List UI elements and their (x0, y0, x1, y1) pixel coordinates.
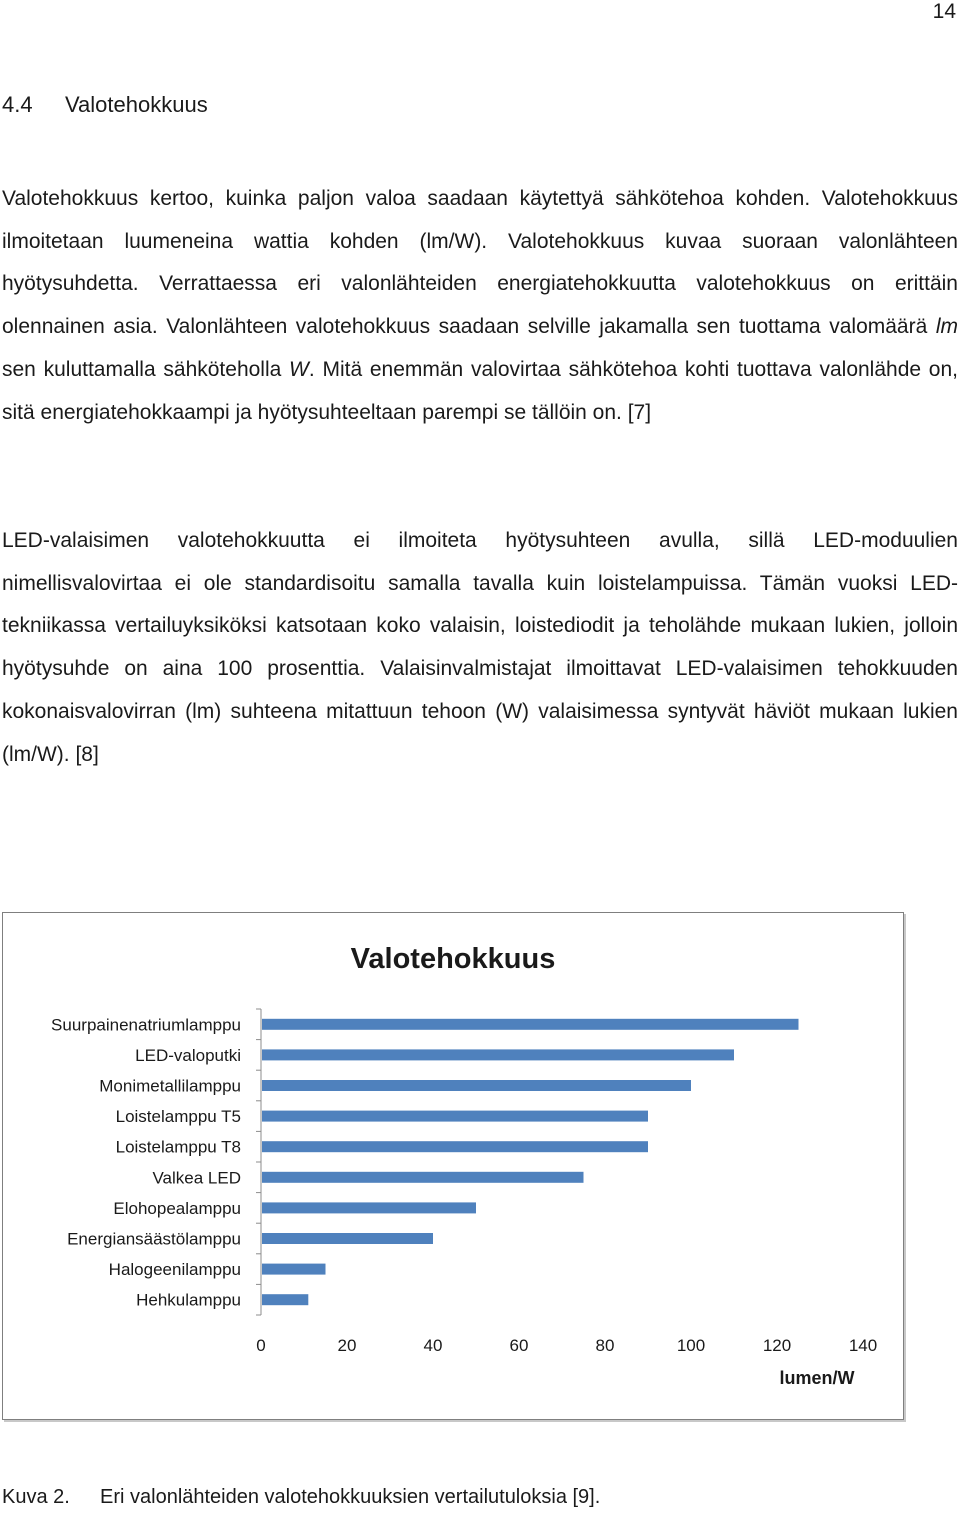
category-label: Hehkulamppu (136, 1290, 241, 1310)
category-label: Valkea LED (152, 1168, 241, 1188)
category-label: Suurpainenatriumlamppu (51, 1015, 241, 1035)
x-tick-label: 20 (337, 1336, 357, 1355)
bar (262, 1049, 734, 1060)
bar-chart (3, 913, 903, 1419)
section-number: 4.4 (2, 92, 33, 117)
section-heading (2, 92, 208, 118)
figure-caption (2, 1486, 600, 1509)
paragraph-text: . Mitä enemmän valovirtaa sähkötehoa kohti tuottava valonlähde on, sitä energiatehokkaampi ja hyötysuhteeltaan parempi se tällöin on. [7] (2, 357, 958, 424)
caption-text: Eri valonlähteiden valotehokkuuksien vertailutuloksia [9]. (100, 1486, 601, 1508)
x-tick-label: 100 (676, 1336, 706, 1355)
bar (262, 1233, 433, 1244)
bar (262, 1080, 691, 1091)
section-title: Valotehokkuus (65, 92, 208, 117)
paragraph-text: LED-valaisimen valotehokkuutta ei ilmoiteta hyötysuhteen avulla, sillä LED-moduulien nimellisvalovirtaa ei ole standardisoitu samalla tavalla kuin loistelampuissa. Tämän vuoksi LED-tekniikassa vertailuyksiköksi katsotaan koko valaisin, loistediodit ja teholähde mukaan lukien, jolloin hyötysuhde on aina 100 prosenttia. Valaisinvalmistajat ilmoittavat LED-valaisimen tehokkuuden kokonaisvalovirran (lm) suhteena mitattuun tehoon (W) valaisimessa syntyvät häviöt mukaan lukien (lm/W). [8] (2, 529, 958, 766)
x-axis-label: lumen/W (779, 1368, 855, 1388)
x-tick-label: 80 (595, 1336, 615, 1355)
bar (262, 1294, 308, 1305)
bar (262, 1264, 326, 1275)
caption-label: Kuva 2. (2, 1486, 70, 1508)
chart-figure (2, 912, 904, 1420)
x-tick-label: 40 (423, 1336, 443, 1355)
x-tick-label: 120 (762, 1336, 792, 1355)
paragraph-text: sen kuluttamalla sähköteholla (2, 357, 290, 381)
x-tick-label: 140 (848, 1336, 878, 1355)
chart-title: Valotehokkuus (350, 943, 556, 975)
x-tick-label: 60 (509, 1336, 529, 1355)
bar (262, 1141, 648, 1152)
page-number: 14 (932, 0, 956, 23)
bar (262, 1202, 476, 1213)
paragraph-1 (2, 178, 958, 434)
paragraph-2 (2, 520, 958, 776)
category-label: LED-valoputki (135, 1045, 241, 1065)
bar (262, 1111, 648, 1122)
x-tick-label: 0 (256, 1336, 266, 1355)
category-label: Energiansäästölamppu (67, 1229, 241, 1249)
bar (262, 1019, 799, 1030)
italic-term: lm (935, 315, 958, 339)
category-label: Elohopealamppu (113, 1198, 241, 1218)
paragraph-text: Valotehokkuus kertoo, kuinka paljon valoa saadaan käytettyä sähkötehoa kohden. Valotehokkuus ilmoitetaan luumeneina wattia kohden (lm/W). Valotehokkuus kuvaa suoraan valonlähteen hyötysuhdetta. Verrattaessa eri valonlähteiden energiatehokkuutta valotehokkuus on erittäin olennainen asia. Valonlähteen valotehokkuus saadaan selville jakamalla sen tuottama valomäärä (2, 187, 958, 339)
category-label: Loistelamppu T8 (115, 1137, 241, 1157)
category-label: Loistelamppu T5 (115, 1107, 241, 1127)
category-label: Monimetallilamppu (99, 1076, 241, 1096)
category-label: Halogeenilamppu (108, 1260, 241, 1280)
italic-term: W (289, 357, 309, 381)
bar (262, 1172, 584, 1183)
